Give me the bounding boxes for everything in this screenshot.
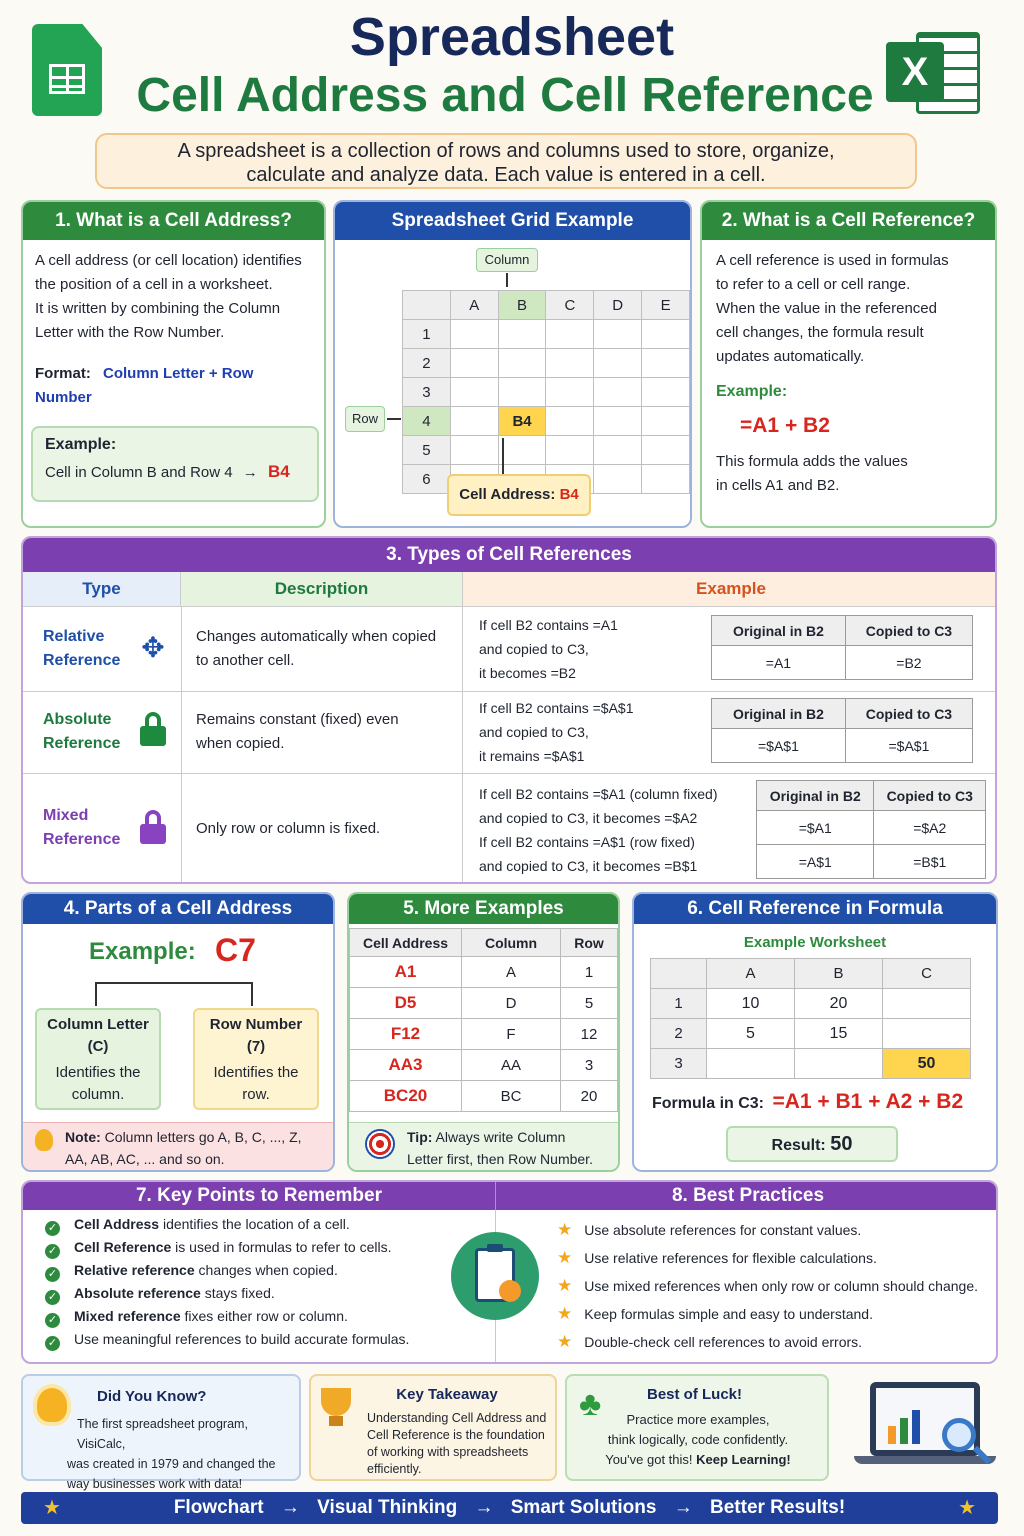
example-line: If cell B2 contains =A$1 (row fixed) xyxy=(479,834,695,850)
page-subtitle: Cell Address and Cell Reference xyxy=(136,69,874,122)
part-desc: row. xyxy=(242,1086,270,1103)
part-sub: (7) xyxy=(246,1038,266,1055)
desc-line: when copied. xyxy=(196,735,285,752)
trophy-base-icon xyxy=(329,1416,343,1426)
point-text: Use meaningful references to build accurate formulas. xyxy=(74,1331,410,1347)
body-line: cell changes, the formula result xyxy=(716,324,924,341)
note-line: in cells A1 and B2. xyxy=(716,477,840,494)
result-label: Result: xyxy=(771,1137,826,1154)
col-example: Example xyxy=(463,572,997,606)
lock-icon xyxy=(140,810,166,844)
col-header: A xyxy=(707,959,795,989)
lock-icon xyxy=(140,712,166,746)
body-line: Letter with the Row Number. xyxy=(35,324,225,341)
arrow-icon: → xyxy=(242,464,258,481)
col-header: B xyxy=(795,959,883,989)
section-header: 1. What is a Cell Address? xyxy=(23,202,324,240)
card-line: think logically, code confidently. xyxy=(607,1432,789,1447)
card-line: Understanding Cell Address and xyxy=(367,1411,547,1425)
body-line: A cell address (or cell location) identifies xyxy=(35,252,302,269)
worksheet-subtitle: Example Worksheet xyxy=(743,934,887,951)
body-line: updates automatically. xyxy=(716,348,865,365)
column-cell: A xyxy=(462,957,561,988)
down-arrow-icon xyxy=(506,273,508,287)
type-name: Reference xyxy=(43,831,121,848)
star-icon: ★ xyxy=(557,1276,573,1295)
address-cell: A1 xyxy=(350,957,462,988)
point-bold: Absolute reference xyxy=(74,1285,201,1301)
example-line: it remains =$A$1 xyxy=(479,748,585,764)
col-type: Type xyxy=(23,572,181,606)
th: Original in B2 xyxy=(757,781,874,811)
result-box xyxy=(726,1126,898,1162)
section-header: 2. What is a Cell Reference? xyxy=(702,202,995,240)
section-header: 7. Key Points to Remember xyxy=(23,1182,495,1210)
body-line: to refer to a cell or cell range. xyxy=(716,276,911,293)
excel-logo-icon: X xyxy=(886,30,982,116)
card-bold: Keep Learning! xyxy=(696,1452,791,1467)
type-name: Relative xyxy=(43,628,105,645)
result-value: 50 xyxy=(830,1133,853,1155)
format-value: Column Letter + Row Number xyxy=(35,365,254,406)
example-line: and copied to C3, xyxy=(479,641,589,657)
formula-value: =A1 + B1 + A2 + B2 xyxy=(772,1090,964,1113)
example-label: Example: xyxy=(716,383,788,400)
intro-box xyxy=(95,133,917,189)
cell: 10 xyxy=(707,989,795,1019)
section-header: Spreadsheet Grid Example xyxy=(335,202,690,240)
example-box xyxy=(31,426,319,502)
corner-cell xyxy=(651,959,707,989)
intro-line: A spreadsheet is a collection of rows and columns used to store, organize, xyxy=(177,140,835,162)
address-value: B4 xyxy=(559,486,579,503)
cell-address-tag xyxy=(447,474,591,516)
laptop-chart-icon xyxy=(848,1382,998,1482)
section-header: 3. Types of Cell References xyxy=(23,538,995,572)
card-line: of working with spreadsheets xyxy=(367,1445,529,1459)
mixed-table xyxy=(756,780,986,879)
check-icon: ✓ xyxy=(45,1244,60,1259)
th: Original in B2 xyxy=(712,699,846,729)
star-icon: ★ xyxy=(557,1248,573,1267)
card-line: efficiently. xyxy=(367,1462,422,1476)
body-line: the position of a cell in a worksheet. xyxy=(35,276,273,293)
formula-example: =A1 + B2 xyxy=(740,414,830,437)
address-cell: AA3 xyxy=(350,1050,462,1081)
example-line: and copied to C3, it becomes =B$1 xyxy=(479,858,698,874)
example-line: If cell B2 contains =$A1 (column fixed) xyxy=(479,786,718,802)
column-tag: Column xyxy=(476,248,538,272)
did-you-know-card xyxy=(21,1374,301,1491)
cell: =B2 xyxy=(845,646,972,680)
row-header: 1 xyxy=(651,989,707,1019)
practice-text: Use mixed references when only row or column should change. xyxy=(584,1278,979,1294)
key-points-panel xyxy=(21,1180,998,1364)
type-name: Absolute xyxy=(43,711,112,728)
col-header: E xyxy=(642,291,690,320)
worksheet-table xyxy=(650,958,971,1079)
body-line: When the value in the referenced xyxy=(716,300,937,317)
right-arrow-icon xyxy=(387,418,401,420)
footer-item: Smart Solutions xyxy=(510,1497,657,1518)
part-title: Column Letter xyxy=(47,1016,149,1033)
type-name: Mixed xyxy=(43,807,89,824)
example-result: B4 xyxy=(267,462,290,481)
row-cell: 1 xyxy=(561,957,618,988)
row-header: 3 xyxy=(651,1049,707,1079)
card-line: Cell Reference is the foundation xyxy=(367,1428,545,1442)
formula-line xyxy=(652,1090,963,1114)
example-line: and copied to C3, it becomes =$A2 xyxy=(479,810,698,826)
cell xyxy=(883,989,971,1019)
footer-item: Flowchart xyxy=(173,1497,264,1518)
target-icon xyxy=(365,1129,395,1159)
example-text: Cell in Column B and Row 4 xyxy=(45,464,233,481)
card-line: was created in 1979 and changed the xyxy=(67,1457,276,1471)
cell xyxy=(883,1019,971,1049)
note-line: This formula adds the values xyxy=(716,453,908,470)
row-number-box xyxy=(193,1008,319,1110)
col-header: C xyxy=(883,959,971,989)
check-icon: ✓ xyxy=(45,1267,60,1282)
star-icon: ★ xyxy=(557,1332,573,1351)
cell xyxy=(707,1049,795,1079)
grid-example-panel xyxy=(333,200,692,528)
cell-reference-panel xyxy=(700,200,997,528)
relative-table xyxy=(711,615,973,680)
section-header: 5. More Examples xyxy=(349,894,618,924)
column-cell: F xyxy=(462,1019,561,1050)
address-label: Cell Address: xyxy=(459,486,556,503)
spreadsheet-grid xyxy=(402,290,690,494)
row-cell: 3 xyxy=(561,1050,618,1081)
col-header: D xyxy=(594,291,642,320)
footer-item: Visual Thinking xyxy=(317,1497,458,1518)
type-name: Reference xyxy=(43,735,121,752)
best-of-luck-card xyxy=(565,1374,829,1481)
desc-line: to another cell. xyxy=(196,652,295,669)
address-cell: F12 xyxy=(350,1019,462,1050)
point-bold: Cell Reference xyxy=(74,1239,172,1255)
page-title: Spreadsheet xyxy=(349,7,675,67)
note-line: AA, AB, AC, ... and so on. xyxy=(65,1151,225,1167)
th: Cell Address xyxy=(350,929,462,957)
point-text: fixes either row or column. xyxy=(180,1308,348,1324)
section-header: 8. Best Practices xyxy=(495,1182,998,1210)
point-text: is used in formulas to refer to cells. xyxy=(171,1239,392,1255)
part-desc: Identifies the xyxy=(213,1064,299,1081)
move-arrows-icon: ✥ xyxy=(141,632,165,663)
point-bold: Relative reference xyxy=(74,1262,195,1278)
th: Column xyxy=(462,929,561,957)
card-title: Did You Know? xyxy=(97,1388,207,1405)
row-header: 1 xyxy=(403,320,451,349)
column-cell: BC xyxy=(462,1081,561,1112)
intro-line: calculate and analyze data. Each value is entered in a cell. xyxy=(246,164,766,186)
card-title: Best of Luck! xyxy=(647,1386,743,1403)
key-takeaway-card xyxy=(309,1374,557,1481)
point-text: stays fixed. xyxy=(200,1285,275,1301)
part-desc: column. xyxy=(71,1086,125,1103)
card-line: The first spreadsheet program, VisiCalc, xyxy=(77,1417,248,1451)
cell: =B$1 xyxy=(874,845,986,879)
desc-line: Remains constant (fixed) even xyxy=(196,711,399,728)
footer-bar xyxy=(21,1492,998,1524)
tip-box xyxy=(349,1122,618,1172)
clipboard-icon xyxy=(451,1232,539,1320)
column-letter-box xyxy=(35,1008,161,1110)
practice-text: Keep formulas simple and easy to understand. xyxy=(584,1306,873,1322)
practice-text: Use relative references for flexible calculations. xyxy=(584,1250,877,1266)
col-header: C xyxy=(546,291,594,320)
card-title: Key Takeaway xyxy=(396,1386,498,1403)
card-line: You've got this! xyxy=(605,1452,693,1467)
section-header: 6. Cell Reference in Formula xyxy=(634,894,996,924)
address-cell: D5 xyxy=(350,988,462,1019)
star-icon: ★ xyxy=(557,1220,573,1239)
card-line: Practice more examples, xyxy=(626,1412,770,1427)
card-line: way businesses work with data! xyxy=(67,1477,243,1491)
example-label: Example: xyxy=(45,436,117,453)
row-cell: 12 xyxy=(561,1019,618,1050)
point-text: identifies the location of a cell. xyxy=(159,1216,350,1232)
part-desc: Identifies the xyxy=(55,1064,141,1081)
point-bold: Mixed reference xyxy=(74,1308,181,1324)
practice-text: Use absolute references for constant values. xyxy=(584,1222,862,1238)
point-text: changes when copied. xyxy=(194,1262,338,1278)
example-label: Example: xyxy=(89,938,196,965)
cell: 15 xyxy=(795,1019,883,1049)
tip-line: Letter first, then Row Number. xyxy=(407,1151,593,1167)
type-name: Reference xyxy=(43,652,121,669)
highlight-cell: B4 xyxy=(498,407,546,436)
th: Copied to C3 xyxy=(845,699,972,729)
split-arrow-icon xyxy=(95,982,253,1006)
up-arrow-icon xyxy=(502,438,504,474)
cell: =A1 xyxy=(712,646,846,680)
formula-panel xyxy=(632,892,998,1172)
absolute-table xyxy=(711,698,973,763)
section-header: 4. Parts of a Cell Address xyxy=(23,894,333,924)
row-header: 2 xyxy=(651,1019,707,1049)
formula-label: Formula in C3: xyxy=(652,1095,765,1112)
cell: =$A$1 xyxy=(845,729,972,763)
part-sub: (C) xyxy=(87,1038,109,1055)
example-line: it becomes =B2 xyxy=(479,665,576,681)
examples-table xyxy=(349,928,618,1112)
row-tag: Row xyxy=(345,406,385,432)
cell: 5 xyxy=(707,1019,795,1049)
th: Copied to C3 xyxy=(845,616,972,646)
format-label: Format: xyxy=(35,365,91,382)
body-line: A cell reference is used in formulas xyxy=(716,252,949,269)
arrow-icon: → xyxy=(474,1497,494,1518)
point-bold: Cell Address xyxy=(74,1216,160,1232)
example-value: C7 xyxy=(215,932,256,968)
tip-label: Tip: xyxy=(407,1129,433,1145)
th: Copied to C3 xyxy=(874,781,986,811)
star-icon: ★ xyxy=(958,1497,976,1519)
row-header: 6 xyxy=(403,465,451,494)
lightbulb-icon xyxy=(37,1388,67,1422)
th: Original in B2 xyxy=(712,616,846,646)
example-line: and copied to C3, xyxy=(479,724,589,740)
address-cell: BC20 xyxy=(350,1081,462,1112)
cell: =A$1 xyxy=(757,845,874,879)
row-cell: 20 xyxy=(561,1081,618,1112)
type-row-relative xyxy=(23,606,997,691)
cell: =$A1 xyxy=(757,811,874,845)
row-cell: 5 xyxy=(561,988,618,1019)
clover-icon: ♣ xyxy=(579,1385,602,1423)
arrow-icon: → xyxy=(280,1497,300,1518)
tip-line: Always write Column xyxy=(435,1129,566,1145)
star-icon: ★ xyxy=(43,1497,61,1519)
type-row-absolute xyxy=(23,691,997,773)
row-header: 4 xyxy=(403,407,451,436)
check-icon: ✓ xyxy=(45,1221,60,1236)
note-box xyxy=(23,1122,335,1172)
type-row-mixed xyxy=(23,773,997,884)
check-icon: ✓ xyxy=(45,1336,60,1351)
check-icon: ✓ xyxy=(45,1290,60,1305)
col-header: A xyxy=(450,291,498,320)
cell: =$A$1 xyxy=(712,729,846,763)
note-line: Column letters go A, B, C, ..., Z, xyxy=(104,1129,302,1145)
parts-panel xyxy=(21,892,335,1172)
cell: =$A2 xyxy=(874,811,986,845)
col-header: B xyxy=(498,291,546,320)
types-panel xyxy=(21,536,997,884)
result-cell: 50 xyxy=(883,1049,971,1079)
cell xyxy=(795,1049,883,1079)
note-label: Note: xyxy=(65,1129,101,1145)
arrow-icon: → xyxy=(673,1497,693,1518)
example-line: If cell B2 contains =A1 xyxy=(479,617,618,633)
cell-address-panel xyxy=(21,200,326,528)
column-cell: AA xyxy=(462,1050,561,1081)
row-header: 5 xyxy=(403,436,451,465)
row-header: 3 xyxy=(403,378,451,407)
desc-line: Changes automatically when copied xyxy=(196,628,437,645)
th: Row xyxy=(561,929,618,957)
part-title: Row Number xyxy=(209,1016,303,1033)
body-line: It is written by combining the Column xyxy=(35,300,281,317)
star-icon: ★ xyxy=(557,1304,573,1323)
cell: 20 xyxy=(795,989,883,1019)
footer-item: Better Results! xyxy=(710,1497,846,1518)
desc-line: Only row or column is fixed. xyxy=(196,820,381,837)
example-line: If cell B2 contains =$A$1 xyxy=(479,700,634,716)
column-cell: D xyxy=(462,988,561,1019)
check-icon: ✓ xyxy=(45,1313,60,1328)
more-examples-panel xyxy=(347,892,620,1172)
practice-text: Double-check cell references to avoid errors. xyxy=(584,1334,863,1350)
row-header: 2 xyxy=(403,349,451,378)
col-description: Description xyxy=(181,572,463,606)
lightbulb-icon xyxy=(35,1129,53,1151)
